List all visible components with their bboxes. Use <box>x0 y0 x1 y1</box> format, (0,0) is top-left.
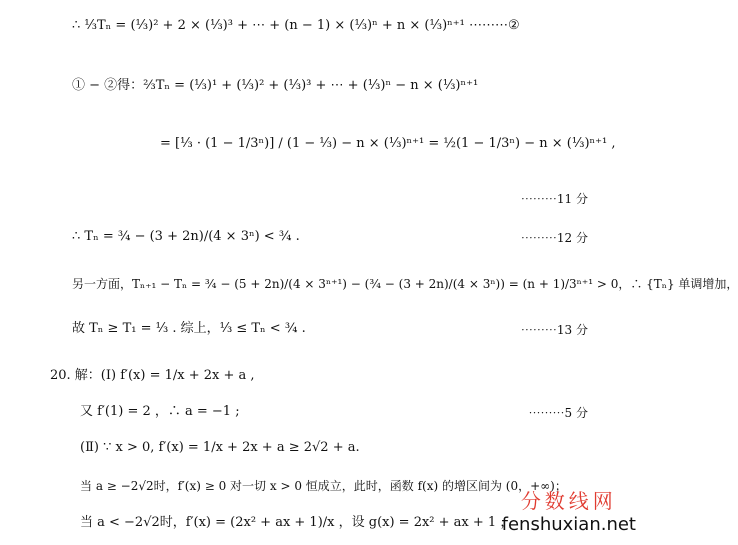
equation-line-11: 当 a ≥ −2√2时，f′(x) ≥ 0 对一切 x > 0 恒成立，此时，函数 f(x) 的增区间为 (0，+∞)； <box>80 479 567 493</box>
equation-line-2: ① − ②得：⅔Tₙ = (⅓)¹ + (⅓)² + (⅓)³ + ⋯ + (⅓)ⁿ − n × (⅓)ⁿ⁺¹ <box>72 78 479 93</box>
site-watermark <box>502 485 636 535</box>
watermark-cn: 分数线网 <box>520 489 617 513</box>
equation-line-12: 当 a < −2√2时，f′(x) = (2x² + ax + 1)/x ，设 g(x) = 2x² + ax + 1 ， <box>80 515 514 530</box>
score-5: ⋯⋯⋯5 分 <box>528 406 588 420</box>
equation-line-7: 故 Tₙ ≥ T₁ = ⅓ . 综上，⅓ ≤ Tₙ < ¾ . <box>72 321 306 336</box>
score-13: ⋯⋯⋯13 分 <box>520 323 588 337</box>
watermark-url: fenshuxian.net <box>501 514 636 535</box>
equation-line-6: 另一方面，Tₙ₊₁ − Tₙ = ¾ − (5 + 2n)/(4 × 3ⁿ⁺¹) − (¾ − (3 + 2n)/(4 × 3ⁿ)) = (n + 1)/3ⁿ⁺¹ > 0，∴ {Tₙ} 单调增加， <box>72 277 738 291</box>
problem-20-heading: 20. 解：(Ⅰ) f′(x) = 1/x + 2x + a , <box>50 368 255 383</box>
score-12: ⋯⋯⋯12 分 <box>520 231 588 245</box>
equation-line-3: = [⅓ · (1 − 1/3ⁿ)] / (1 − ⅓) − n × (⅓)ⁿ⁺¹ = ½(1 − 1/3ⁿ) − n × (⅓)ⁿ⁺¹ , <box>160 136 616 151</box>
equation-line-9: 又 f′(1) = 2 ，∴ a = −1 ; <box>80 404 240 419</box>
equation-line-10: (Ⅱ) ∵ x > 0, f′(x) = 1/x + 2x + a ≥ 2√2 + a. <box>80 440 360 455</box>
score-11: ⋯⋯⋯11 分 <box>520 192 588 206</box>
equation-line-5: ∴ Tₙ = ¾ − (3 + 2n)/(4 × 3ⁿ) < ¾ . <box>72 229 300 244</box>
equation-line-1: ∴ ⅓Tₙ = (⅓)² + 2 × (⅓)³ + ⋯ + (n − 1) × (⅓)ⁿ + n × (⅓)ⁿ⁺¹ ⋯⋯⋯② <box>72 18 520 33</box>
